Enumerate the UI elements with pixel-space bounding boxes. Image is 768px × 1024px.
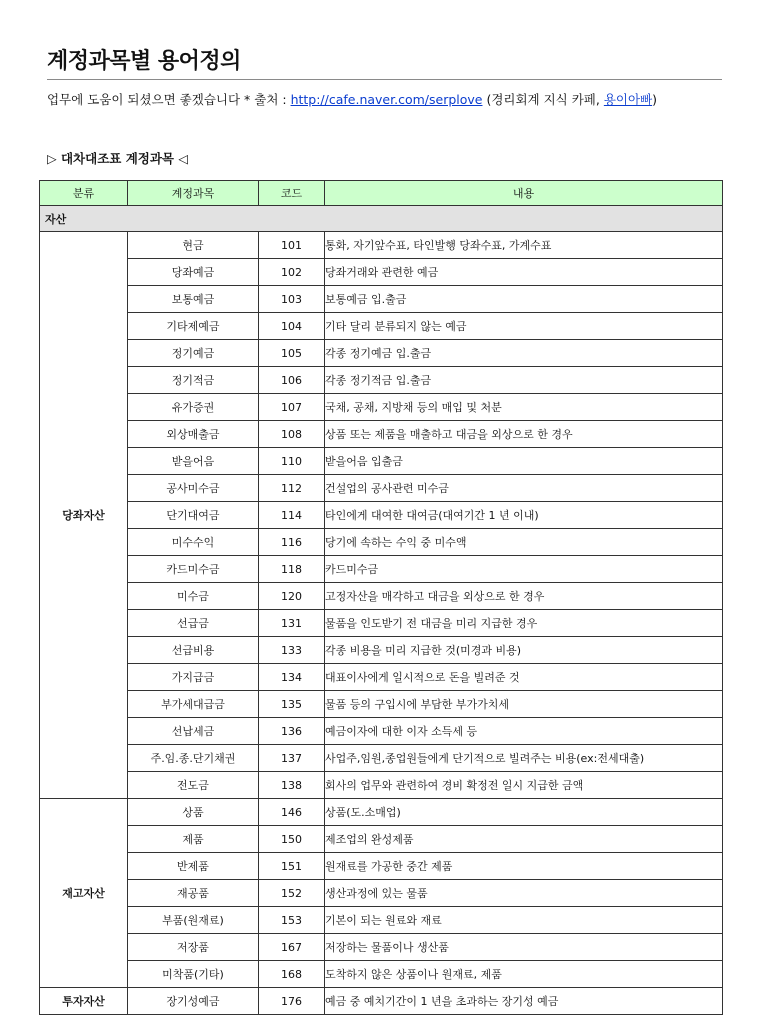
description-cell: 원재료를 가공한 중간 제품 xyxy=(325,853,723,880)
table-row xyxy=(40,718,723,745)
category-cell: 당좌자산 xyxy=(40,232,128,799)
table-row xyxy=(40,286,723,313)
code-cell: 138 xyxy=(259,772,325,799)
category-cell: 재고자산 xyxy=(40,799,128,988)
table-row xyxy=(40,961,723,988)
account-name-cell: 현금 xyxy=(128,232,259,259)
table-row xyxy=(40,853,723,880)
source-link[interactable]: http://cafe.naver.com/serplove xyxy=(290,92,483,107)
table-row xyxy=(40,313,723,340)
account-name-cell: 기타제예금 xyxy=(128,313,259,340)
account-name-cell: 장기성예금 xyxy=(128,988,259,1015)
code-cell: 151 xyxy=(259,853,325,880)
code-cell: 135 xyxy=(259,691,325,718)
table-row xyxy=(40,610,723,637)
table-row xyxy=(40,826,723,853)
header-account: 계정과목 xyxy=(128,181,259,206)
account-name-cell: 선급비용 xyxy=(128,637,259,664)
description-cell: 상품 또는 제품을 매출하고 대금을 외상으로 한 경우 xyxy=(325,421,723,448)
account-name-cell: 보통예금 xyxy=(128,286,259,313)
description-cell: 기타 달리 분류되지 않는 예금 xyxy=(325,313,723,340)
table-row xyxy=(40,475,723,502)
code-cell: 112 xyxy=(259,475,325,502)
description-cell: 건설업의 공사관련 미수금 xyxy=(325,475,723,502)
code-cell: 103 xyxy=(259,286,325,313)
table-row xyxy=(40,421,723,448)
table-row xyxy=(40,880,723,907)
account-name-cell: 주.임.종.단기채권 xyxy=(128,745,259,772)
table-row xyxy=(40,340,723,367)
table-row xyxy=(40,556,723,583)
account-name-cell: 부품(원재료) xyxy=(128,907,259,934)
code-cell: 102 xyxy=(259,259,325,286)
account-name-cell: 저장품 xyxy=(128,934,259,961)
page-title: 계정과목별 용어정의 xyxy=(47,49,241,74)
source-suffix-open: (경리회계 지식 카페, xyxy=(482,92,604,107)
description-cell: 예금이자에 대한 이자 소득세 등 xyxy=(325,718,723,745)
table-row xyxy=(40,907,723,934)
description-cell: 통화, 자기앞수표, 타인발행 당좌수표, 가계수표 xyxy=(325,232,723,259)
account-name-cell: 카드미수금 xyxy=(128,556,259,583)
table-row xyxy=(40,637,723,664)
accounts-table xyxy=(39,180,723,1015)
code-cell: 106 xyxy=(259,367,325,394)
account-name-cell: 가지급금 xyxy=(128,664,259,691)
code-cell: 153 xyxy=(259,907,325,934)
account-name-cell: 외상매출금 xyxy=(128,421,259,448)
description-cell: 각종 정기적금 입.출금 xyxy=(325,367,723,394)
code-cell: 137 xyxy=(259,745,325,772)
code-cell: 110 xyxy=(259,448,325,475)
description-cell: 기본이 되는 원료와 재료 xyxy=(325,907,723,934)
subtitle-text: 업무에 도움이 되셨으면 좋겠습니다 * 출처 : xyxy=(47,92,291,107)
account-name-cell: 공사미수금 xyxy=(128,475,259,502)
description-cell: 사업주,임원,종업원들에게 단기적으로 빌려주는 비용(ex:전세대출) xyxy=(325,745,723,772)
account-name-cell: 정기예금 xyxy=(128,340,259,367)
account-name-cell: 전도금 xyxy=(128,772,259,799)
account-name-cell: 받을어음 xyxy=(128,448,259,475)
title-divider xyxy=(47,79,722,80)
code-cell: 107 xyxy=(259,394,325,421)
code-cell: 104 xyxy=(259,313,325,340)
description-cell: 예금 중 예치기간이 1 년을 초과하는 장기성 예금 xyxy=(325,988,723,1015)
table-row xyxy=(40,529,723,556)
description-cell: 카드미수금 xyxy=(325,556,723,583)
description-cell: 각종 비용을 미리 지급한 것(미경과 비용) xyxy=(325,637,723,664)
description-cell: 국채, 공채, 지방채 등의 매입 및 처분 xyxy=(325,394,723,421)
description-cell: 보통예금 입.출금 xyxy=(325,286,723,313)
code-cell: 134 xyxy=(259,664,325,691)
account-name-cell: 선납세금 xyxy=(128,718,259,745)
code-cell: 118 xyxy=(259,556,325,583)
account-name-cell: 유가증권 xyxy=(128,394,259,421)
description-cell: 대표이사에게 일시적으로 돈을 빌려준 것 xyxy=(325,664,723,691)
table-row xyxy=(40,988,723,1015)
section-heading: ▷ 대차대조표 계정과목 ◁ xyxy=(47,151,188,166)
description-cell: 당좌거래와 관련한 예금 xyxy=(325,259,723,286)
table-body xyxy=(40,206,723,1015)
source-suffix-close: ) xyxy=(652,92,658,107)
code-cell: 167 xyxy=(259,934,325,961)
code-cell: 108 xyxy=(259,421,325,448)
description-cell: 회사의 업무와 관련하여 경비 확정전 일시 지급한 금액 xyxy=(325,772,723,799)
table-row xyxy=(40,232,723,259)
account-name-cell: 당좌예금 xyxy=(128,259,259,286)
author-link[interactable]: 용이아빠 xyxy=(603,92,653,107)
description-cell: 상품(도.소매업) xyxy=(325,799,723,826)
description-cell: 생산과정에 있는 물품 xyxy=(325,880,723,907)
account-name-cell: 미수금 xyxy=(128,583,259,610)
table-row xyxy=(40,502,723,529)
table-row xyxy=(40,448,723,475)
code-cell: 136 xyxy=(259,718,325,745)
description-cell: 물품을 인도받기 전 대금을 미리 지급한 경우 xyxy=(325,610,723,637)
table-row xyxy=(40,664,723,691)
table-row xyxy=(40,691,723,718)
code-cell: 150 xyxy=(259,826,325,853)
description-cell: 타인에게 대여한 대여금(대여기간 1 년 이내) xyxy=(325,502,723,529)
category-cell: 투자자산 xyxy=(40,988,128,1015)
subtitle xyxy=(47,90,657,108)
description-cell: 제조업의 완성제품 xyxy=(325,826,723,853)
account-name-cell: 선급금 xyxy=(128,610,259,637)
description-cell: 각종 정기예금 입.출금 xyxy=(325,340,723,367)
header-content: 내용 xyxy=(325,181,723,206)
description-cell: 도착하지 않은 상품이나 원재료, 제품 xyxy=(325,961,723,988)
group-row-assets xyxy=(40,206,723,232)
account-name-cell: 제품 xyxy=(128,826,259,853)
account-name-cell: 재공품 xyxy=(128,880,259,907)
account-name-cell: 부가세대급금 xyxy=(128,691,259,718)
table-row xyxy=(40,367,723,394)
account-name-cell: 미수수익 xyxy=(128,529,259,556)
description-cell: 고정자산을 매각하고 대금을 외상으로 한 경우 xyxy=(325,583,723,610)
description-cell: 받을어음 입출금 xyxy=(325,448,723,475)
code-cell: 105 xyxy=(259,340,325,367)
code-cell: 114 xyxy=(259,502,325,529)
code-cell: 176 xyxy=(259,988,325,1015)
table-row xyxy=(40,772,723,799)
code-cell: 152 xyxy=(259,880,325,907)
table-row xyxy=(40,394,723,421)
code-cell: 146 xyxy=(259,799,325,826)
account-name-cell: 단기대여금 xyxy=(128,502,259,529)
description-cell: 저장하는 물품이나 생산품 xyxy=(325,934,723,961)
table-row xyxy=(40,934,723,961)
description-cell: 당기에 속하는 수익 중 미수액 xyxy=(325,529,723,556)
description-cell: 물품 등의 구입시에 부담한 부가가치세 xyxy=(325,691,723,718)
account-name-cell: 상품 xyxy=(128,799,259,826)
table-row xyxy=(40,259,723,286)
account-name-cell: 정기적금 xyxy=(128,367,259,394)
table-row xyxy=(40,745,723,772)
header-code: 코드 xyxy=(259,181,325,206)
code-cell: 131 xyxy=(259,610,325,637)
code-cell: 133 xyxy=(259,637,325,664)
account-name-cell: 미착품(기타) xyxy=(128,961,259,988)
code-cell: 120 xyxy=(259,583,325,610)
code-cell: 101 xyxy=(259,232,325,259)
account-name-cell: 반제품 xyxy=(128,853,259,880)
code-cell: 116 xyxy=(259,529,325,556)
table-row xyxy=(40,583,723,610)
code-cell: 168 xyxy=(259,961,325,988)
group-label: 자산 xyxy=(40,206,723,232)
table-row xyxy=(40,799,723,826)
table-header-row xyxy=(40,181,723,206)
header-category: 분류 xyxy=(40,181,128,206)
